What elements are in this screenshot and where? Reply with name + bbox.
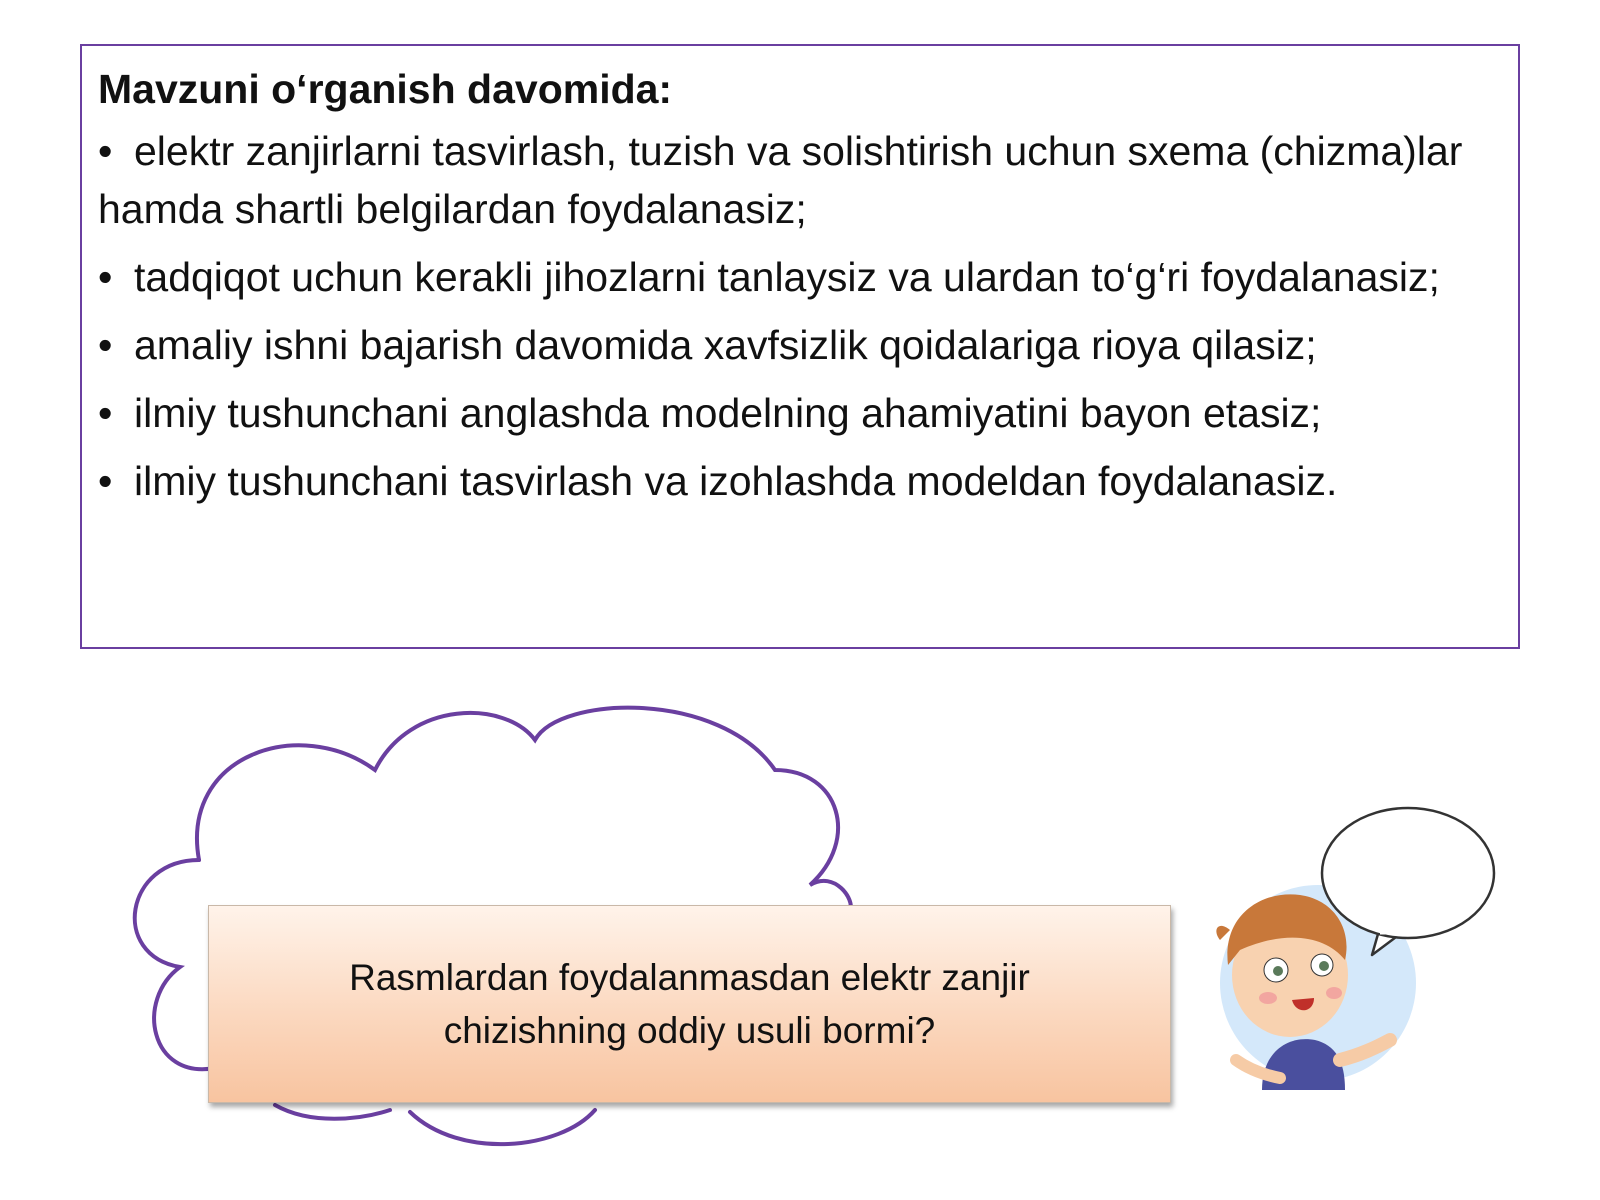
objective-text: elektr zanjirlarni tasvirlash, tuzish va solishtirish uchun sxema (chizma)lar hamda shartli belgilardan foydalanasiz; (98, 128, 1463, 232)
objectives-title: Mavzuni o‘rganish davomida: (98, 66, 673, 112)
question-box (208, 905, 1171, 1103)
objective-text: tadqiqot uchun kerakli jihozlarni tanlaysiz va ulardan to‘g‘ri foydalanasiz; (134, 254, 1440, 300)
bullet-icon: • (98, 458, 113, 504)
objective-text: ilmiy tushunchani anglashda modelning ahamiyatini bayon etasiz; (134, 390, 1322, 436)
bullet-icon: • (98, 390, 113, 436)
question-text (349, 951, 1030, 1057)
bullet-icon: • (98, 128, 113, 174)
bullet-icon: • (98, 254, 113, 300)
question-line-1: Rasmlardan foydalanmasdan elektr zanjir (349, 957, 1030, 998)
objective-text: amaliy ishni bajarish davomida xavfsizlik qoidalariga rioya qilasiz; (134, 322, 1317, 368)
question-line-2: chizishning oddiy usuli bormi? (443, 1010, 936, 1051)
objective-text: ilmiy tushunchani tasvirlash va izohlashda modeldan foydalanasiz. (134, 458, 1338, 504)
bullet-icon: • (98, 322, 113, 368)
